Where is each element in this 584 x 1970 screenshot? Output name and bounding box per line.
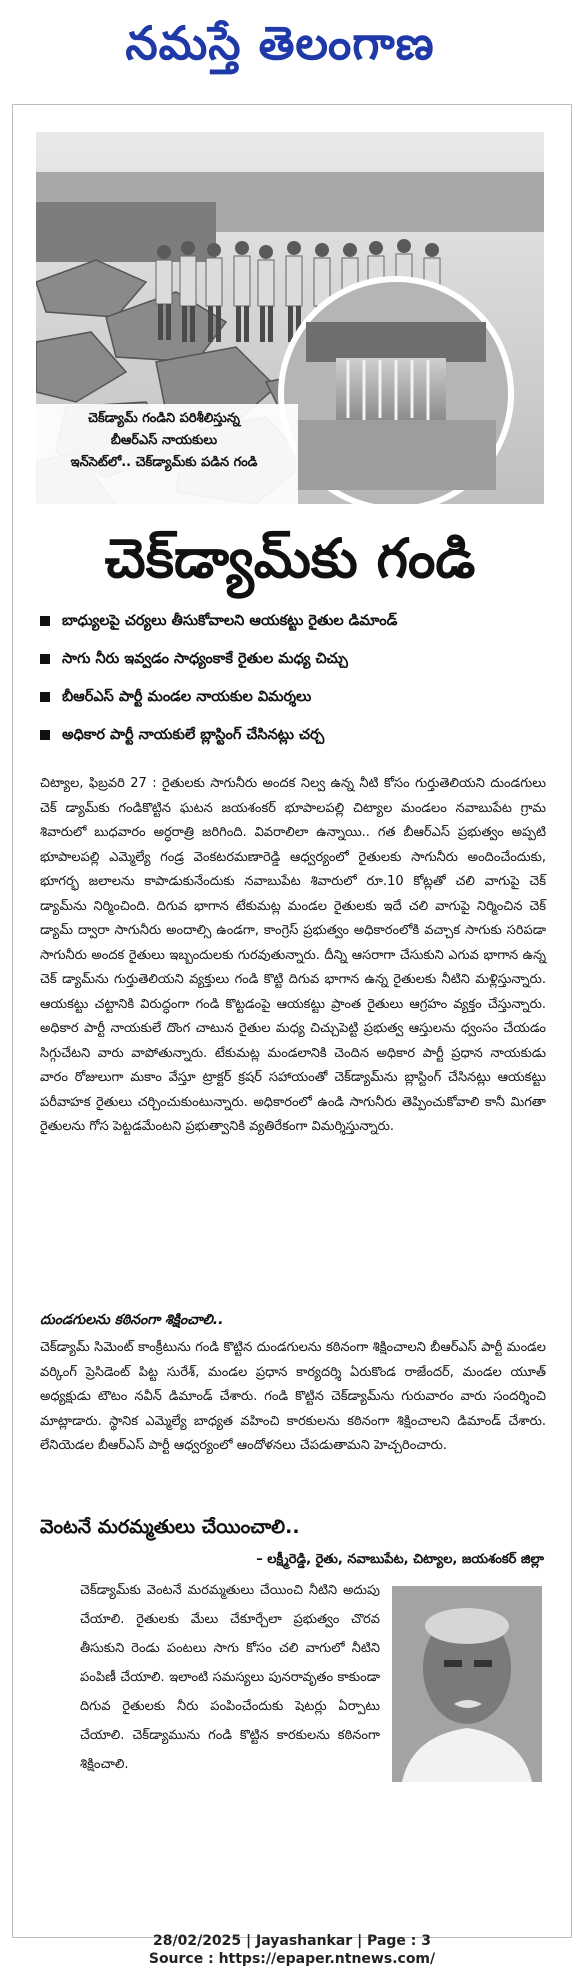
article-body (40, 772, 546, 1140)
highlight-text: అధికార పార్టీ నాయకులే బ్లాస్టింగ్ చేసినట్లు చర్చ (62, 727, 325, 743)
article-paragraph: చిట్యాల, ఫిబ్రవరి 27 : రైతులకు సాగునీరు అందక నిల్వ ఉన్న నీటి కోసం గుర్తుతెలియని దుండగులు చెక్ డ్యామ్‌కు గండికొట్టిన ఘటన జయశంకర్ భూపాలపల్లి చిట్యాల మండలం నవాబుపేట గ్రామ శివారులో బుధవారం అర్ధరాత్రి జరిగింది. వివరాలిలా ఉన్నాయి.. గత బీఆర్‌ఎస్ ప్రభుత్వం అప్పటి భూపాలపల్లి ఎమ్మెల్యే గండ్ర వెంకటరమణారెడ్డి ఆధ్వర్యంలో రైతులకు సాగునీరు అందించేందుకు, భూగర్భ జలాలను కాపాడుకునేందుకు నవాబుపేట శివారులో రూ.10 కోట్లతో చలి వాగుపై చెక్ డ్యామ్‌ను నిర్మించింది. దిగువ భాగాన టేకుమట్ల మండల రైతులకు ఇదే చలి వాగుపై నిర్మించిన చెక్ డ్యామ్ ద్వారా సాగునీరు అందాల్సి ఉండగా, కాంగ్రెస్ ప్రభుత్వం అధికారంలోకి వచ్చాక సాగుకు సరిపడా సాగునీరు అందక రైతులు ఇబ్బందులకు గురవుతున్నారు. దీన్ని ఆసరాగా చేసుకుని ఎగువ భాగాన ఉన్న చెక్ డ్యామ్‌ను గుర్తుతెలియని వ్యక్తులు గండి కొట్టి దిగువ భాగాన ఉన్న రైతులకు నీటిని మళ్లిస్తున్నారు. ఆయకట్టు చట్టానికి విరుద్ధంగా గండి కొట్టడంపై ఆయకట్టు ప్రాంత రైతులు ఆగ్రహం వ్యక్తం చేస్తున్నారు. అధికార పార్టీ నాయకులే దొంగ చాటున రైతుల మధ్య చిచ్చుపెట్టి ప్రభుత్వ ఆస్తులను ధ్వంసం చేయడం సిగ్గుచేటని వారు వాపోతున్నారు. టేకుమట్ల మండలానికి చెందిన అధికార పార్టీ ప్రధాన నాయకుడు వారం రోజులుగా మకాం వేస్తూ ట్రాక్టర్ క్రషర్ సహాయంతో చెక్‌డ్యామ్‌ను బ్లాస్టింగ్ చేసినట్లు ఆయకట్టు పరీవాహక రైతులు చర్చించుకుంటున్నారు. అధికారంలో ఉండి సాగునీరు తెప్పించుకోవాలి కానీ మిగతా రైతులను గోస పెట్టడమేంటని ప్రభుత్వానికి వ్యతిరేకంగా విమర్శిస్తున్నారు. (40, 776, 546, 1134)
highlight-text: సాగు నీరు ఇవ్వడం సాధ్యంకాకే రైతుల మధ్య చిచ్చు (62, 651, 348, 667)
highlight-item (36, 682, 548, 714)
subheading: వెంటనే మరమ్మతులు చేయించాలి.. (40, 1516, 300, 1538)
caption-line: చెక్‌డ్యామ్ గండిని పరిశీలిస్తున్న (88, 411, 240, 426)
page-footer (0, 1932, 584, 1968)
footer-date-page: 28/02/2025 | Jayashankar | Page : 3 (153, 1933, 431, 1949)
article-paragraph: చెక్‌డ్యామ్‌కు వెంటనే మరమ్మతులు చేయించి నీటిని అదుపు చేయాలి. రైతులకు మేలు చేకూర్చేలా ప్రభుత్వం చొరవ తీసుకుని రెండు పంటలు సాగు కోసం చలి వాగులో నీటిని పంపిణీ చేయాలి. ఇలాంటి సమస్యలు పునరావృతం కాకుండా దిగువ రైతులకు నీరు పంపించేందుకు షెటర్లు ఏర్పాటు చేయాలి. చెక్‌డ్యామును గండి కొట్టిన కారకులను కఠినంగా శిక్షించాలి. (80, 1583, 380, 1772)
caption-line: ఇన్‌సెట్‌లో.. చెక్‌డ్యామ్‌కు పడిన గండి (70, 455, 258, 470)
highlight-text: బీఆర్‌ఎస్ పార్టీ మండల నాయకుల విమర్శలు (62, 689, 312, 705)
highlight-item (36, 606, 548, 638)
subheading: దుండగులను కఠినంగా శిక్షించాలి.. (40, 1312, 224, 1328)
bullet-square-icon (40, 616, 50, 626)
highlights-list (36, 606, 548, 758)
bullet-square-icon (40, 730, 50, 740)
headline: చెక్‌డ్యామ్‌కు గండి (104, 527, 476, 590)
quote-body (80, 1576, 380, 1779)
highlight-item (36, 644, 548, 676)
farmer-portrait (392, 1586, 542, 1782)
photo-caption (36, 408, 292, 474)
caption-line: బీఆర్‌ఎస్ నాయకులు (110, 433, 218, 448)
footer-source: Source : https://epaper.ntnews.com/ (148, 1951, 436, 1967)
bullet-square-icon (40, 654, 50, 664)
masthead-logo: నమస్తే తెలంగాణ (125, 16, 435, 70)
article-paragraph: చెక్‌డ్యామ్ సిమెంట్ కాంక్రీటును గండి కొట్టిన దుండగులను కఠినంగా శిక్షించాలని బీఆర్‌ఎస్ పార్టీ మండల వర్కింగ్ ప్రెసిడెంట్ పిట్ట సురేశ్, మండల ప్రధాన కార్యదర్శి ఏరుకొండ రాజేందర్, మండల యూత్ అధ్యక్షుడు టౌటం నవీన్ డిమాండ్ చేశారు. గండి కొట్టిన చెక్‌డ్యామ్‌ను గురువారం వారు సందర్శించి మాట్లాడారు. స్థానిక ఎమ్మెల్యే బాధ్యత వహించి కారకులను కఠినంగా శిక్షించాలని డిమాండ్ చేశారు. లేనియెడల బీఆర్‌ఎస్ పార్టీ ఆధ్వర్యంలో ఆందోళనలు చేపడుతామని హెచ్చరించారు. (40, 1340, 546, 1453)
bullet-square-icon (40, 692, 50, 702)
highlight-text: బాధ్యులపై చర్యలు తీసుకోవాలని ఆయకట్టు రైతుల డిమాండ్ (62, 613, 398, 629)
article-body-2 (40, 1336, 546, 1459)
highlight-item (36, 720, 548, 752)
quote-byline: – లక్ష్మీరెడ్డి, రైతు, నవాబుపేట, చిట్యాల, జయశంకర్ జిల్లా (256, 1552, 544, 1567)
